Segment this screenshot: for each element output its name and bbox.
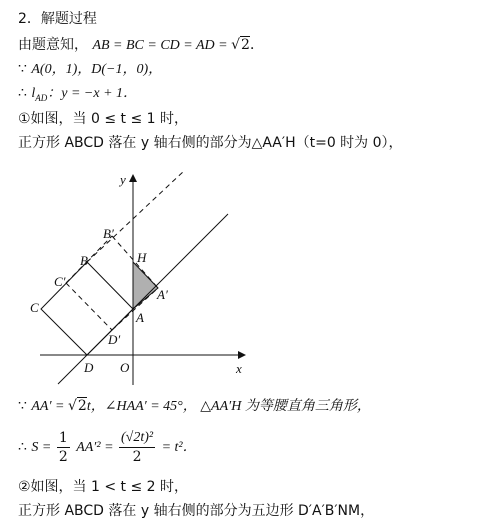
section-heading: 2．解题过程 bbox=[18, 11, 97, 27]
label-H: H bbox=[137, 250, 147, 265]
label-Dprime: D′ bbox=[108, 332, 121, 347]
given-line: 由题意知， AB = BC = CD = AD = √2． bbox=[18, 37, 264, 53]
label-D: D bbox=[84, 360, 94, 375]
label-Aprime: A′ bbox=[157, 287, 168, 302]
area-formula: ∴ S = $\frac{1}{2}$ AA′² = $\frac{\text{(√2t)²}}{2}$ = t²． bbox=[18, 429, 197, 465]
fraction-area: $\frac{\text{(√2t)²}}{2}$ bbox=[121, 429, 154, 465]
because-aa-line: ∵ AA′ = √2t，∠HAA′ = 45°， △AA′H 为等腰直角三角形， bbox=[18, 398, 371, 414]
geometry-figure bbox=[0, 160, 485, 390]
dashed-cprime-dprime bbox=[66, 283, 112, 330]
points-text: A(0，1)，D(−1，0)， bbox=[31, 62, 163, 77]
label-Bprime: B′ bbox=[103, 226, 114, 241]
fraction-half: $\frac{1}{2}$ bbox=[58, 429, 68, 465]
because-symbol: ∵ bbox=[18, 61, 27, 77]
case2-description: 正方形 ABCD 落在 y 轴右侧的部分为五边形 D′A′B′NM， bbox=[18, 503, 375, 519]
case1-text: ①如图，当 0 ≤ t ≤ 1 时， bbox=[18, 111, 189, 127]
dashed-line-bprime bbox=[87, 170, 185, 262]
points-line bbox=[18, 60, 162, 79]
sqrt-symbol-2: √2 bbox=[68, 398, 87, 414]
line-equation: ∴ $l_{AD}$：y = −x + 1． bbox=[18, 85, 138, 103]
case1-description: 正方形 ABCD 落在 y 轴右侧的部分为△AA′H（t=0 时为 0）， bbox=[18, 135, 403, 151]
label-Cprime: C′ bbox=[54, 274, 66, 289]
label-B: B bbox=[80, 253, 88, 268]
given-formula: AB = BC = CD = AD = bbox=[92, 38, 232, 53]
line-ad bbox=[58, 214, 228, 384]
shaded-triangle bbox=[133, 262, 158, 309]
case2-text: ②如图，当 1 < t ≤ 2 时， bbox=[18, 479, 189, 495]
label-y: y bbox=[120, 172, 126, 187]
label-A: A bbox=[136, 310, 144, 325]
therefore-symbol: ∴ bbox=[18, 85, 27, 101]
label-x: x bbox=[236, 361, 242, 376]
sqrt-symbol: √2 bbox=[231, 37, 250, 53]
label-C: C bbox=[30, 300, 39, 315]
given-prefix: 由题意知， bbox=[18, 37, 88, 53]
label-O: O bbox=[120, 360, 130, 375]
